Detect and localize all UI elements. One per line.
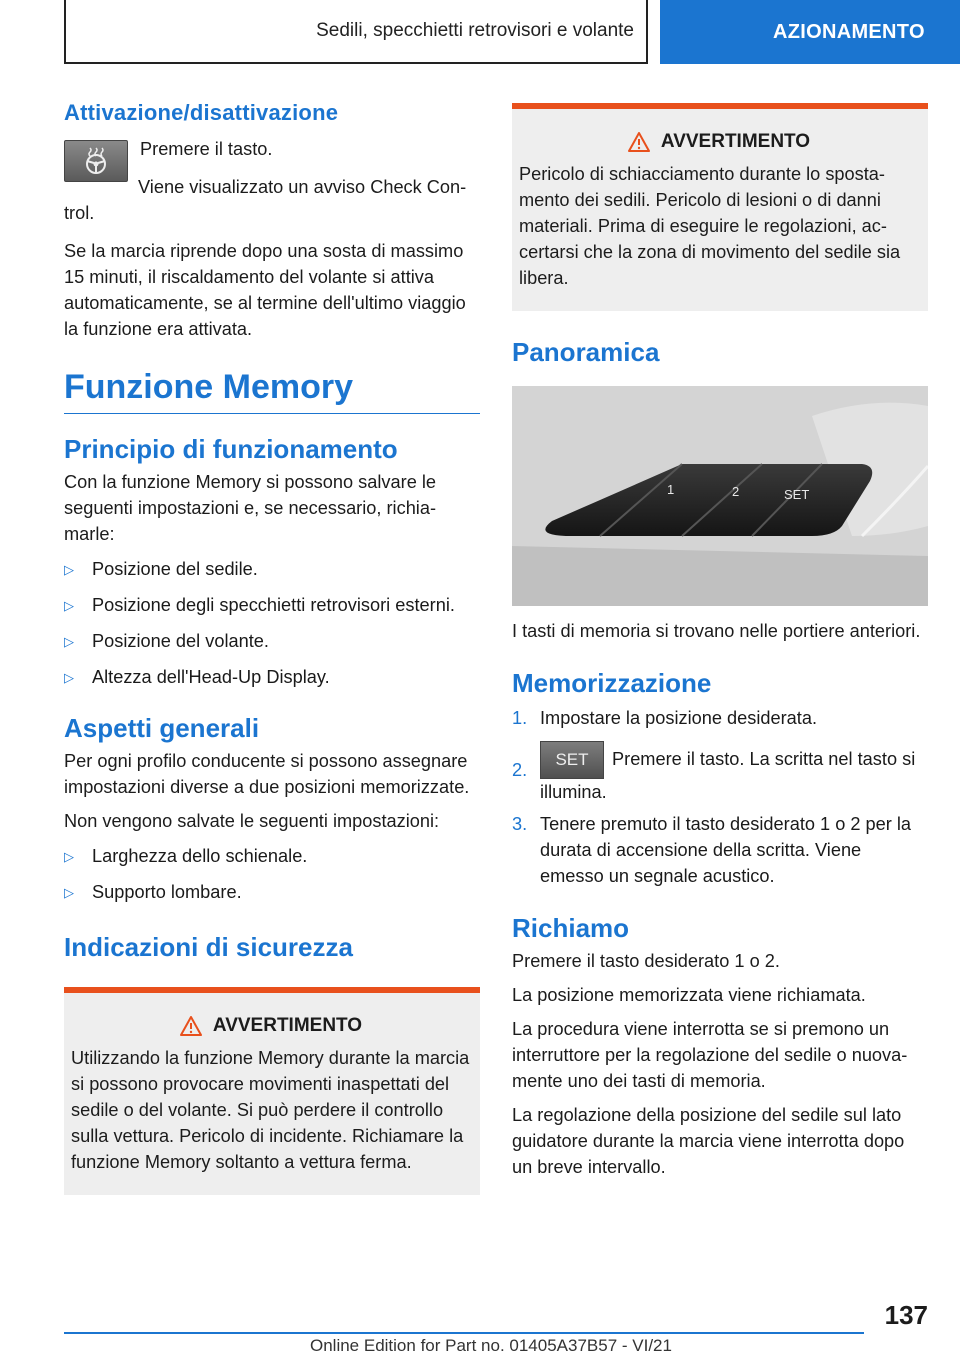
warning-text: Pericolo di schiacciamento durante lo spostamento dei sedili. Pericolo di lesioni o di danni materiali. Prima di eseguire le regolazioni, accertarsi che la zona di movimento del sedile sia libera. bbox=[519, 164, 901, 288]
warning-box-seats bbox=[512, 103, 928, 311]
header-section-title bbox=[64, 0, 648, 64]
richiamo-text-4: La regolazione della posizione del sedile sul lato guidatore durante la marcia viene interrotta dopo un breve intervallo. bbox=[512, 1105, 905, 1177]
attivazione-p1: Premere il tasto. bbox=[140, 139, 273, 159]
warning-triangle-icon bbox=[179, 1015, 203, 1037]
richiamo-heading: Richiamo bbox=[512, 913, 630, 943]
warning-title: AVVERTIMENTO bbox=[212, 1015, 363, 1036]
chapter-title: AZIONAMENTO bbox=[773, 20, 925, 43]
step-item: 2. SET Premere il tasto. La scritta nel tasto si illumina. bbox=[512, 741, 928, 805]
principio-list bbox=[64, 556, 480, 691]
aspetti-text-1: Per ogni profilo conducente si possono assegnare impostazioni diverse a due posizioni memorizzate. bbox=[64, 751, 470, 797]
edition-text: Online Edition for Part no. 01405A37B57 - VI/21 bbox=[310, 1336, 672, 1355]
aspetti-text-2: Non vengono salvate le seguenti impostazioni: bbox=[64, 811, 440, 831]
memory-title: Funzione Memory bbox=[64, 368, 480, 414]
attivazione-heading: Attivazione/disattivazione bbox=[64, 100, 339, 125]
set-button-icon: SET bbox=[540, 741, 604, 779]
sicurezza-heading: Indicazioni di sicurezza bbox=[64, 932, 353, 962]
warning-triangle-icon bbox=[627, 131, 651, 153]
memory-key-set-label: SET bbox=[784, 487, 810, 502]
list-item: ▷ Posizione del sedile. bbox=[64, 556, 480, 583]
triangle-bullet-icon: ▷ bbox=[64, 849, 74, 864]
warning-text: Utilizzando la funzione Memory durante la marcia si possono provocare movimenti inaspettati del sedile o del volante. Si può perdere il controllo sulla vettura. Pericolo di incidente. Richiamare la funzione Memory soltanto a vettura ferma. bbox=[71, 1048, 470, 1172]
header-chapter-tab[interactable] bbox=[660, 0, 960, 64]
list-item: ▷ Posizione del volante. bbox=[64, 628, 480, 655]
triangle-bullet-icon: ▷ bbox=[64, 562, 74, 577]
page-number: 137 bbox=[884, 1300, 928, 1330]
memory-key-2-label: 2 bbox=[732, 484, 740, 499]
panoramica-heading: Panoramica bbox=[512, 337, 660, 367]
step-item: 1. Impostare la posizione desiderata. bbox=[512, 708, 818, 728]
memory-buttons-photo bbox=[512, 386, 928, 606]
principio-heading: Principio di funzionamento bbox=[64, 434, 398, 464]
warning-box-memory bbox=[64, 987, 480, 1195]
triangle-bullet-icon: ▷ bbox=[64, 670, 74, 685]
left-column bbox=[64, 100, 480, 1195]
panoramica-text: I tasti di memoria si trovano nelle portiere anteriori. bbox=[512, 621, 921, 641]
attivazione-text-group bbox=[140, 140, 272, 162]
triangle-bullet-icon: ▷ bbox=[64, 634, 74, 649]
warning-title-row bbox=[519, 131, 918, 153]
step-2-content: SET Premere il tasto. La scritta nel tasto si illumina. bbox=[540, 741, 928, 805]
right-column bbox=[512, 103, 928, 1180]
memorizzazione-heading: Memorizzazione bbox=[512, 668, 712, 698]
richiamo-text-2: La posizione memorizzata viene richiamata. bbox=[512, 985, 866, 1005]
attivazione-p2: Viene visualizzato un avviso Check Control. bbox=[64, 177, 467, 223]
list-item: ▷ Larghezza dello schienale. bbox=[64, 843, 480, 870]
richiamo-text-1: Premere il tasto desiderato 1 o 2. bbox=[512, 951, 780, 971]
memorizzazione-steps bbox=[512, 705, 928, 889]
aspetti-list bbox=[64, 843, 480, 906]
warning-title-row bbox=[71, 1015, 470, 1037]
footer-divider bbox=[64, 1332, 864, 1334]
warning-title: AVVERTIMENTO bbox=[660, 131, 811, 152]
triangle-bullet-icon: ▷ bbox=[64, 598, 74, 613]
triangle-bullet-icon: ▷ bbox=[64, 885, 74, 900]
richiamo-text-3: La procedura viene interrotta se si premono un interruttore per la regolazione del sedile o nuovamente uno dei tasti di memoria. bbox=[512, 1019, 908, 1091]
section-title: Sedili, specchietti retrovisori e volante bbox=[316, 20, 634, 41]
steering-heat-button-icon bbox=[64, 140, 128, 182]
attivazione-p3: Se la marcia riprende dopo una sosta di massimo 15 minuti, il riscaldamento del volante si attiva automaticamente, se al termine dell'ultimo viaggio la funzione era attivata. bbox=[64, 241, 466, 339]
list-item: ▷ Supporto lombare. bbox=[64, 879, 480, 906]
step-item: 3. Tenere premuto il tasto desiderato 1 o 2 per la durata di accensione della scritta. Viene emesso un segnale acustico. bbox=[512, 814, 912, 886]
aspetti-heading: Aspetti generali bbox=[64, 713, 260, 743]
list-item: ▷ Posizione degli specchietti retrovisori esterni. bbox=[64, 592, 480, 619]
memory-key-1-label: 1 bbox=[667, 482, 675, 497]
list-item: ▷ Altezza dell'Head-Up Display. bbox=[64, 664, 480, 691]
principio-text: Con la funzione Memory si possono salvare le seguenti impostazioni e, se necessario, richiamarle: bbox=[64, 472, 437, 544]
